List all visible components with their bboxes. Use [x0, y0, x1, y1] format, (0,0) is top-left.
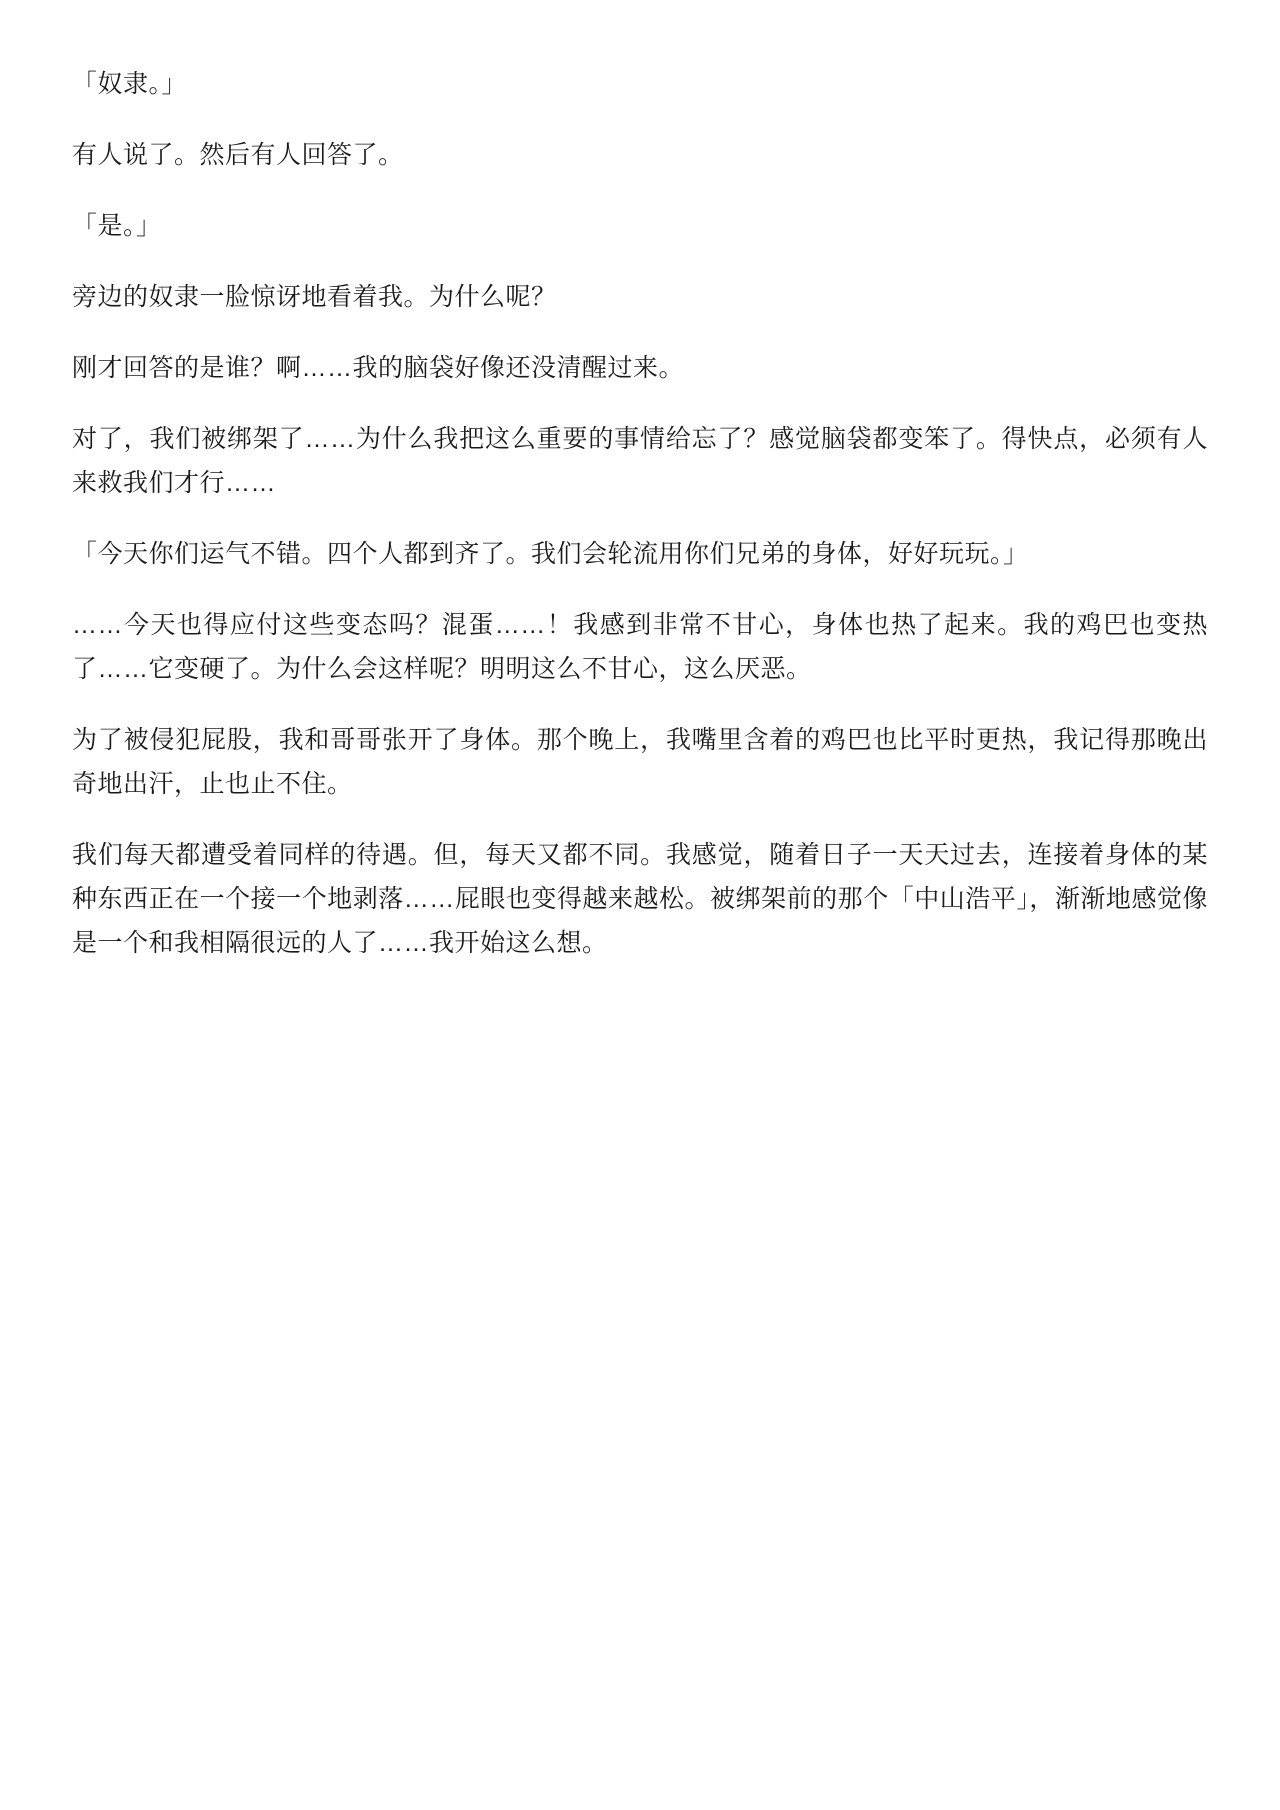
- paragraph: 我们每天都遭受着同样的待遇。但，每天又都不同。我感觉，随着日子一天天过去，连接着身体的某种东西正在一个接一个地剥落……屁眼也变得越来越松。被绑架前的那个「中山浩平」，渐渐地感觉像是一个和我相隔很远的人了……我开始这么想。: [72, 841, 1208, 957]
- paragraph: 刚才回答的是谁？啊……我的脑袋好像还没清醒过来。: [72, 354, 685, 382]
- document-body: [72, 62, 1208, 965]
- paragraph: 「是。」: [72, 212, 162, 240]
- paragraph: ……今天也得应付这些变态吗？混蛋……！我感到非常不甘心，身体也热了起来。我的鸡巴也变热了……它变硬了。为什么会这样呢？明明这么不甘心，这么厌恶。: [72, 611, 1208, 683]
- paragraph: 「奴隶。」: [72, 70, 188, 98]
- paragraph: 对了，我们被绑架了……为什么我把这么重要的事情给忘了？感觉脑袋都变笨了。得快点，必须有人来救我们才行……: [72, 425, 1208, 497]
- paragraph: 旁边的奴隶一脸惊讶地看着我。为什么呢？: [72, 283, 557, 311]
- paragraph: 为了被侵犯屁股，我和哥哥张开了身体。那个晚上，我嘴里含着的鸡巴也比平时更热，我记得那晚出奇地出汗，止也止不住。: [72, 726, 1208, 798]
- paragraph: 有人说了。然后有人回答了。: [72, 141, 404, 169]
- paragraph: 「今天你们运气不错。四个人都到齐了。我们会轮流用你们兄弟的身体，好好玩玩。」: [72, 540, 1029, 568]
